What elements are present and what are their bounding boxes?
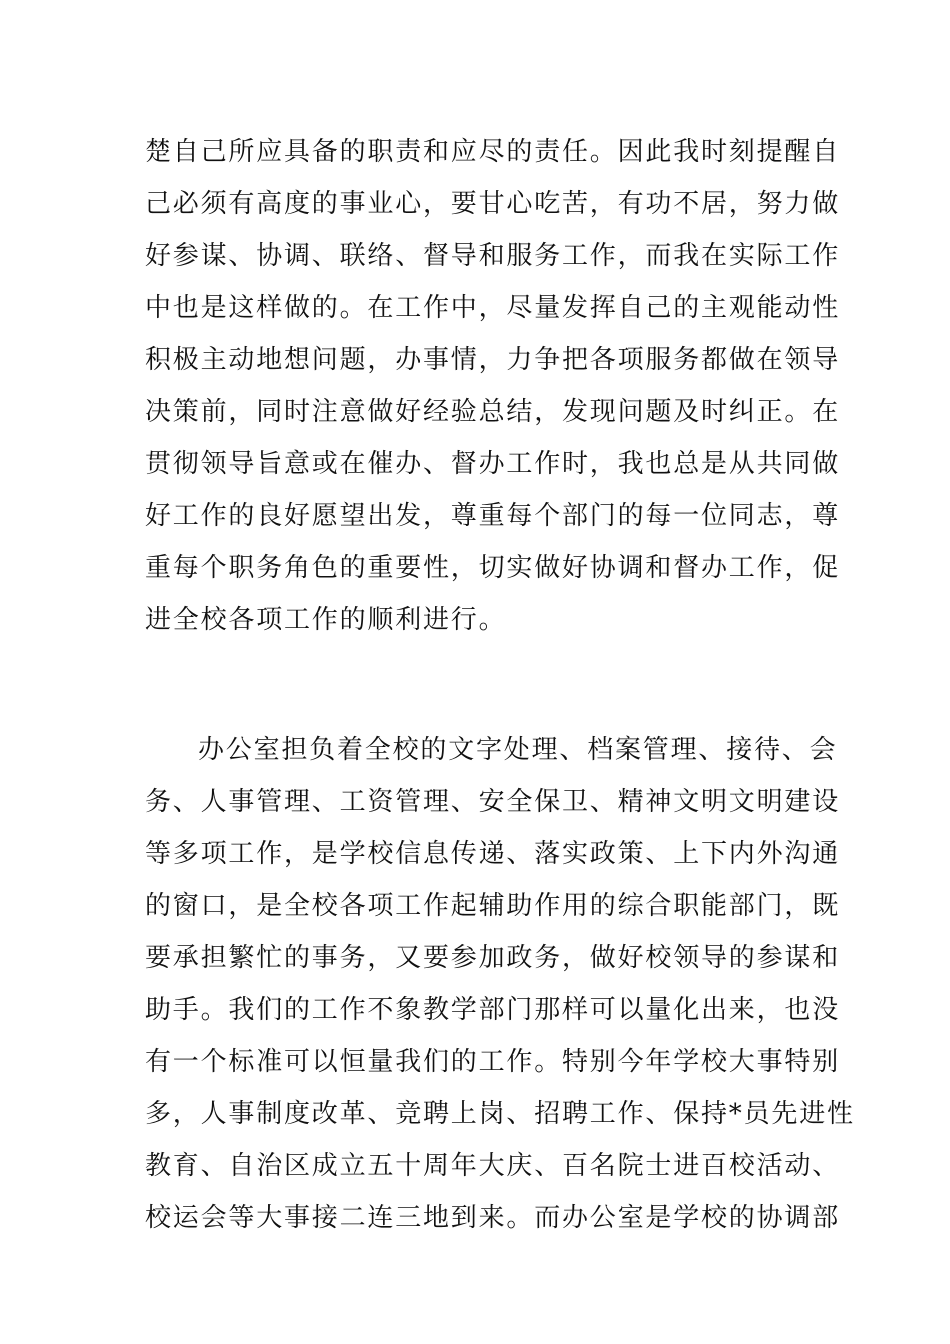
text-line: 好参谋、协调、联络、督导和服务工作，而我在实际工作 xyxy=(145,241,841,271)
text-line: 中也是这样做的。在工作中，尽量发挥自己的主观能动性 xyxy=(145,293,841,323)
text-line: 等多项工作，是学校信息传递、落实政策、上下内外沟通 xyxy=(145,839,841,869)
text-line: 有一个标准可以恒量我们的工作。特别今年学校大事特别 xyxy=(145,1047,841,1077)
text-line: 楚自己所应具备的职责和应尽的责任。因此我时刻提醒自 xyxy=(145,137,841,167)
text-line: 重每个职务角色的重要性，切实做好协调和督办工作，促 xyxy=(145,553,841,583)
text-line: 进全校各项工作的顺利进行。 xyxy=(145,605,507,635)
text-line: 办公室担负着全校的文字处理、档案管理、接待、会 xyxy=(198,735,838,765)
text-line: 要承担繁忙的事务，又要参加政务，做好校领导的参谋和 xyxy=(145,943,841,973)
text-line: 校运会等大事接二连三地到来。而办公室是学校的协调部 xyxy=(145,1203,841,1233)
text-line: 好工作的良好愿望出发，尊重每个部门的每一位同志，尊 xyxy=(145,501,841,531)
text-line: 己必须有高度的事业心，要甘心吃苦，有功不居，努力做 xyxy=(145,189,841,219)
text-line: 助手。我们的工作不象教学部门那样可以量化出来，也没 xyxy=(145,995,841,1025)
text-line: 多，人事制度改革、竞聘上岗、招聘工作、保持*员先进性 xyxy=(145,1099,855,1129)
text-line: 贯彻领导旨意或在催办、督办工作时，我也总是从共同做 xyxy=(145,449,841,479)
text-line: 积极主动地想问题，办事情，力争把各项服务都做在领导 xyxy=(145,345,841,375)
text-line: 教育、自治区成立五十周年大庆、百名院士进百校活动、 xyxy=(145,1151,841,1181)
text-line: 的窗口，是全校各项工作起辅助作用的综合职能部门，既 xyxy=(145,891,841,921)
text-line: 务、人事管理、工资管理、安全保卫、精神文明文明建设 xyxy=(145,787,841,817)
text-line: 决策前，同时注意做好经验总结，发现问题及时纠正。在 xyxy=(145,397,841,427)
